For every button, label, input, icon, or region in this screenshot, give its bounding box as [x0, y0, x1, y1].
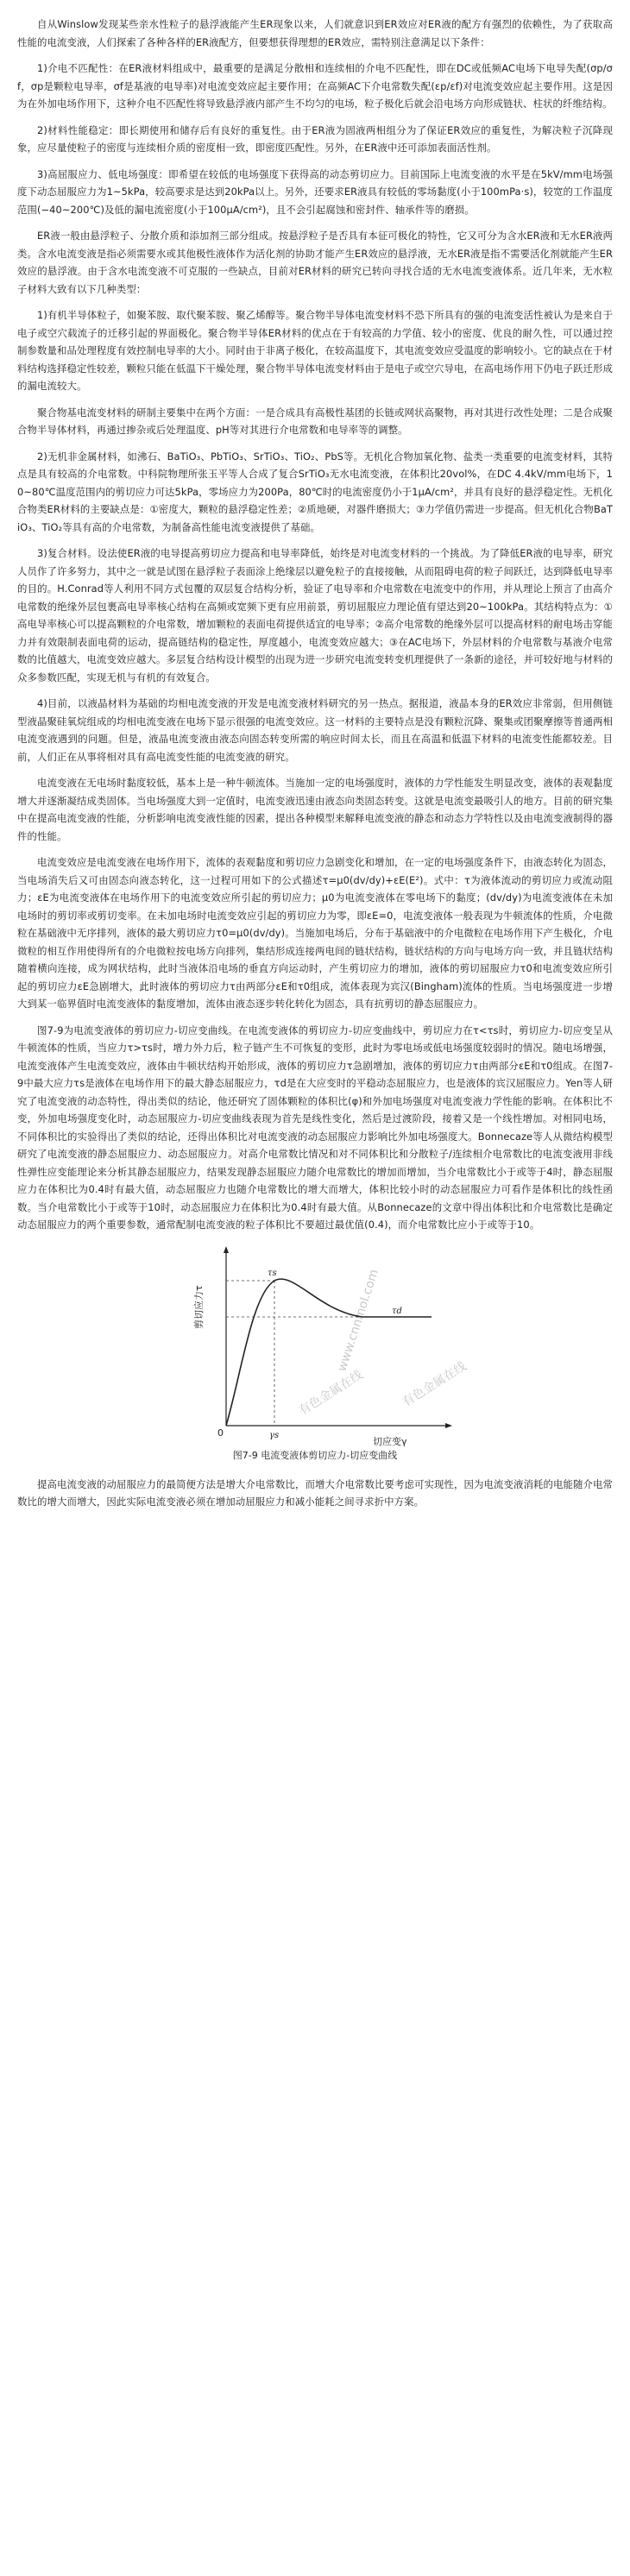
x-axis-arrow — [445, 1423, 452, 1428]
tau-s-label: τs — [268, 1268, 277, 1278]
figure-caption: 图7-9 电流变液体剪切应力-切应变曲线 — [232, 1449, 398, 1461]
watermark-cn-right: 有色金属在线 — [400, 1358, 469, 1409]
paragraph-liquid-crystal: 4)目前，以液晶材料为基础的均相电流变液的开发是电流变液材料研究的另一热点。据报道，液晶本身的ER效应非常弱，但用侧链型液晶聚硅氧烷组成的均相电流变液在电场下显示很强的电流变效应。这一材料的主要特点是没有颗粒沉降、聚集或团聚摩擦等普通两相电流变液遇到的问题。但是，液晶电流变液由液态向固态转变所需的响应时间太长，而且在高温和低温下材料的电流变性能都较差。目前，人们正在从事将相对具有高电流变性能的电流变液的研究。 — [17, 697, 613, 763]
y-axis-label: 剪切应力τ — [193, 1284, 205, 1329]
x-axis-label: 切应变γ — [373, 1435, 407, 1447]
paragraph-condition-1: 1)介电不匹配性：在ER液材料组成中，最重要的是满足分散相和连续相的介电不匹配性，即在DC或低频AC电场下电导失配(σp/σf，σp是颗粒电导率，σf是基液的电导率)对电流变效应起主要作用；在高频AC下介电常数失配(εp/εf)对电流变效应起主要作用。这是因为在外加电场作用下，这种介电不匹配性将导致悬浮液内部产生不均匀的电场，粒子极化后就会沿电场方向形成链状、柱状的纤维结构。 — [17, 62, 613, 110]
paragraph-condition-2: 2)材料性能稳定：即长期使用和储存后有良好的重复性。由于ER液为固液两相组分为了保证ER效应的重复性，为解决粒子沉降现象，应尽量使粒子的密度与连续相介质的密度相一致，即密度匹配性。另外，在ER液中还可添加表面活性剂。 — [17, 123, 613, 154]
paragraph-condition-3: 3)高屈服应力、低电场强度：即希望在较低的电场强度下获得高的动态剪切应力。目前国际上电流变液的水平是在5kV/mm电场强度下动态屈服应力为1~5kPa，较高要求是达到20kPa以上。另外，还要求ER液具有较低的零场黏度(小于100mPa·s)，较宽的工作温度范围(−40~200℃)及低的漏电流密度(小于100μA/cm²)，且不会引起腐蚀和密封件、轴承件等的磨损。 — [17, 167, 613, 216]
tau-d-label: τd — [392, 1306, 402, 1316]
paragraph-er-composition: ER液一般由悬浮粒子、分散介质和添加剂三部分组成。按悬浮粒子是否具有本征可极化的特性，它又可分为含水ER液和无水ER液两类。含水电流变液是指必须需要水或其他极性液体作为活化剂的协助才能产生ER效应的悬浮液，无水ER液是指不需要活化剂就能产生ER效应的悬浮液。由于含水电流变液不可克服的一些缺点，目前对ER材料的研究已转向寻找合适的无水电流变液体系。近几年来，无水粒子材料大致有以下几种类型： — [17, 230, 613, 295]
gamma-s-label: γs — [269, 1430, 280, 1440]
stress-strain-diagram — [173, 1243, 469, 1447]
paragraph-figure-discussion: 图7-9为电流变液体的剪切应力-切应变曲线。在电流变液体的剪切应力-切应变曲线中，剪切应力在τ<τs时，剪切应力-切应变呈从牛顿流体的性质，当应力τ>τs时，增力外力后，粒子链产生不可恢复的变形，此时为零电场或低电场强度较弱时的情况。随电场增强，电流变液体产生电流变效应，液体由牛顿状结构开始形成，液体的剪切应力τ急剧增加，液体的剪切应力τ由两部分εE和τ0组成。在图7-9中最大应力τs是液体在电场作用下的最大静态屈服应力，τd是在大应变时的平稳动态屈服应力，也是液体的宾汉屈服应力。Yen等人研究了电流变液的动态特性，得出类似的结论，他还研究了固体颗粒的体积比(φ)和外加电场强度对电流变液力学性能的影响。在体积比不变，外加电场强度变化时，动态屈服应力-切应变曲线表现为首先是线性变化，然后是过渡阶段，接着又是一个线性增加。对相同电场，不同体积比的实验得出了类似的结论，还得出体积比对电流变液的动态屈服应力影响比外加电场强度大。Bonnecaze等人从微结构模型研究了电流变液的静态屈服应力、动态屈服应力。对高介电常数比情况和对不同体积比和分散粒子/连续相介电常数比的电流变液用非线性弹性应变能理论来分析其静态屈服应力，结果发现静态屈服应力随介电常数比的增加而增加，当介电常数比小于或等于4时，静态屈服应力在体积比为0.4时有最大值，动态屈服应力也随介电常数比的增大而增大，体积比较小时的动态屈服应力可看作是体积比的线性函数。当介电常数比小于或等于10时，动态屈服应力在体积比为0.4时有最大值。从Bonnecaze的文章中得出体积比和介电常数比是确定动态屈服应力的两个重要参数，通常配制电流变液的粒子体积比不要超过最优值(0.4)，而介电常数比应小于或等于10。 — [17, 1023, 613, 1231]
paragraph-inorganic: 2)无机非金属材料，如沸石、BaTiO₃、PbTiO₃、SrTiO₃、TiO₂、PbS等。无机化合物加氧化物、盐类一类重要的电流变材料，其特点是具有较高的介电常数。中科院物理所张玉平等人合成了复合SrTiO₃无水电流变液，在体积比20vol%，在DC 4.4kV/mm电场下，10~80℃温度范围内的剪切应力可达5kPa，零场应力为200Pa，80℃时的电流密度仍小于1μA/cm²，并具有良好的悬浮稳定性。无机化合物类ER材料的主要缺点是：①密度大，颗粒的悬浮稳定性差；②质地硬，对器件磨损大；③力学值仍需进一步提高。但无机化合物BaTiO₃、TiO₂等具有高的介电常数，为制备高性能电流变液提供了基础。 — [17, 450, 613, 533]
stress-strain-curve — [226, 1279, 432, 1426]
y-axis-arrow — [224, 1246, 229, 1253]
figure-stress-strain — [17, 1243, 613, 1471]
paragraph-composite: 3)复合材料。设法使ER液的电导提高剪切应力提高和电导率降低，始终是对电流变材料的一个挑战。为了降低ER液的电导率，研究人员作了许多努力，其中之一就是试图在悬浮粒子表面涂上绝缘层以避免粒子的直接接触，从而阻碍电荷的粒子间跃迁，达到降低电导率的目的。H.Conrad等人利用不同方式包覆的双层复合结构分析，验证了电导率和介电常数在电流变中的作用，并从理论上预言了由高介电常数的绝缘外层包裹高电导率核心结构在高频或宽频下更有应用前景，剪切屈服应力理论值有望达到20~100kPa。其结构特点为：①高电导率核心可以提高颗粒的介电常数，增加颗粒的表面电荷提供适宜的电导率；②高介电常数的绝缘外层可以提高材料的耐电场击穿能力并有效限制表面电荷的运动，提高链结构的稳定性，厚度越小，电流变效应越大；③在AC电场下，外层材料的介电常数与基液介电常数的比值越大，电流变效应越大。多层复合结构设计模型的出现为进一步研究电流变转变机理提供了一条新的途径，并可较好地与材料的众多参数匹配，实现无机与有机的有效复合。 — [17, 547, 613, 683]
paragraph-field-behavior: 电流变液在无电场时黏度较低，基本上是一种牛顿流体。当施加一定的电场强度时，液体的力学性能发生明显改变，液体的表观黏度增大并逐渐凝结成类固体。当电场强度大到一定值时，电流变液迅速由液态向类固态转变。这就是电流变最吸引人的地方。目前的研究集中在提高电流变液的性能，分析影响电流变液性能的因素，提出各种模型来解释电流变液的静态和动态力学特性以及由电流变液制得的器件的性能。 — [17, 777, 613, 842]
paragraph-polymer-based: 聚合物基电流变材料的研制主要集中在两个方面：一是合成具有高极性基团的长链或网状高聚物，再对其进行改性处理；二是合成聚合物半导体材料，再通过掺杂或后处理温度、pH等对其进行介电常数和电导率等的调整。 — [17, 406, 613, 436]
origin-label: 0 — [217, 1427, 224, 1439]
paragraph-er-effect-formula: 电流变效应是电流变液在电场作用下，流体的表观黏度和剪切应力急剧变化和增加，在一定的电场强度条件下，由液态转化为固态，当电场消失后又可由固态向液态转化，这一过程可用如下的公式描述τ=μ0(dv/dy)+εE(E²)。式中：τ为液体流动的剪切应力或流动阻力；εE为电流变液体在电场作用下的电流变效应所引起的剪切应力；μ0为电流变液体在零电场下的黏度；(dv/dy)为电流变液体在未加电场时的剪切率或剪切变率。在未加电场时电流变效应引起的剪切应力为零，即εE=0，电流变液体一般表现为牛顿流体的性质，介电微粒在基础液中无序排列，液体的最大剪切应力τ0=μ0(dv/dy)。当施加电场后，分布于基础液中的介电微粒在电场作用下产生极化，介电微粒的相互作用使得所有的介电微粒按电场方向排列，集结形成连接两电间的链状结构，链状结构的方向与电场方向一致，并且链状结构随着横向连接，成为网状结构，此时当液体沿电场的垂直方向运动时，产生剪切应力的增加，液体的剪切屈服应力τ0和电流变效应所引起的剪切应力εE急剧增大，此时液体的剪切应力τ由两部分εE和τ0组成，流体表现为宾汉(Bingham)流体的性质。当电场强度进一步增大到某一临界值时电流变液体的黏度增加，流体由液态逐步转化转化为固态，具有抗剪切的静态屈服应力。 — [17, 856, 613, 1010]
watermark-cn: 有色金属在线 — [296, 1367, 366, 1418]
paragraph-conclusion: 提高电流变液的动屈服应力的最简便方法是增大介电常数比，而增大介电常数比要考虑可实现性，因为电流变液消耗的电能随介电常数比的增大而增大，因此实际电流变液必须在增加动屈服应力和减小能耗之间寻求折中方案。 — [17, 1477, 613, 1508]
watermark-en: www.cnnmol.com — [335, 1267, 381, 1373]
paragraph-organic-semiconductor: 1)有机半导体粒子，如聚苯胺、取代聚苯胺、聚乙烯醇等。聚合物半导体电流变材料不恐下所具有的强的电流变活性被认为是来自于电子或空穴载流子的迁移引起的界面极化。聚合物半导体ER材料的优点在于有较高的力学值、较小的密度、优良的耐久性，可以通过控制参数量和品处理程度有效控制电导率的大小。同时由于非离子极化，在较高温度下，其电流变效应受温度的影响较小。它的缺点在于材料结构选择稳定性较差，颗粒只能在低温下干燥处理，聚合物半导体电流变材料由于是电子或空穴导电，在高电场作用下仍电子跃迁形成的漏电流较大。 — [17, 309, 613, 392]
paragraph-intro: 自从Winslow发现某些亲水性粒子的悬浮液能产生ER现象以来，人们就意识到ER效应对ER液的配方有强烈的依赖性，为了获取高性能的电流变液，人们探索了各种各样的ER液配方，但要想获得理想的ER效应，需特别注意满足以下条件： — [17, 18, 613, 48]
